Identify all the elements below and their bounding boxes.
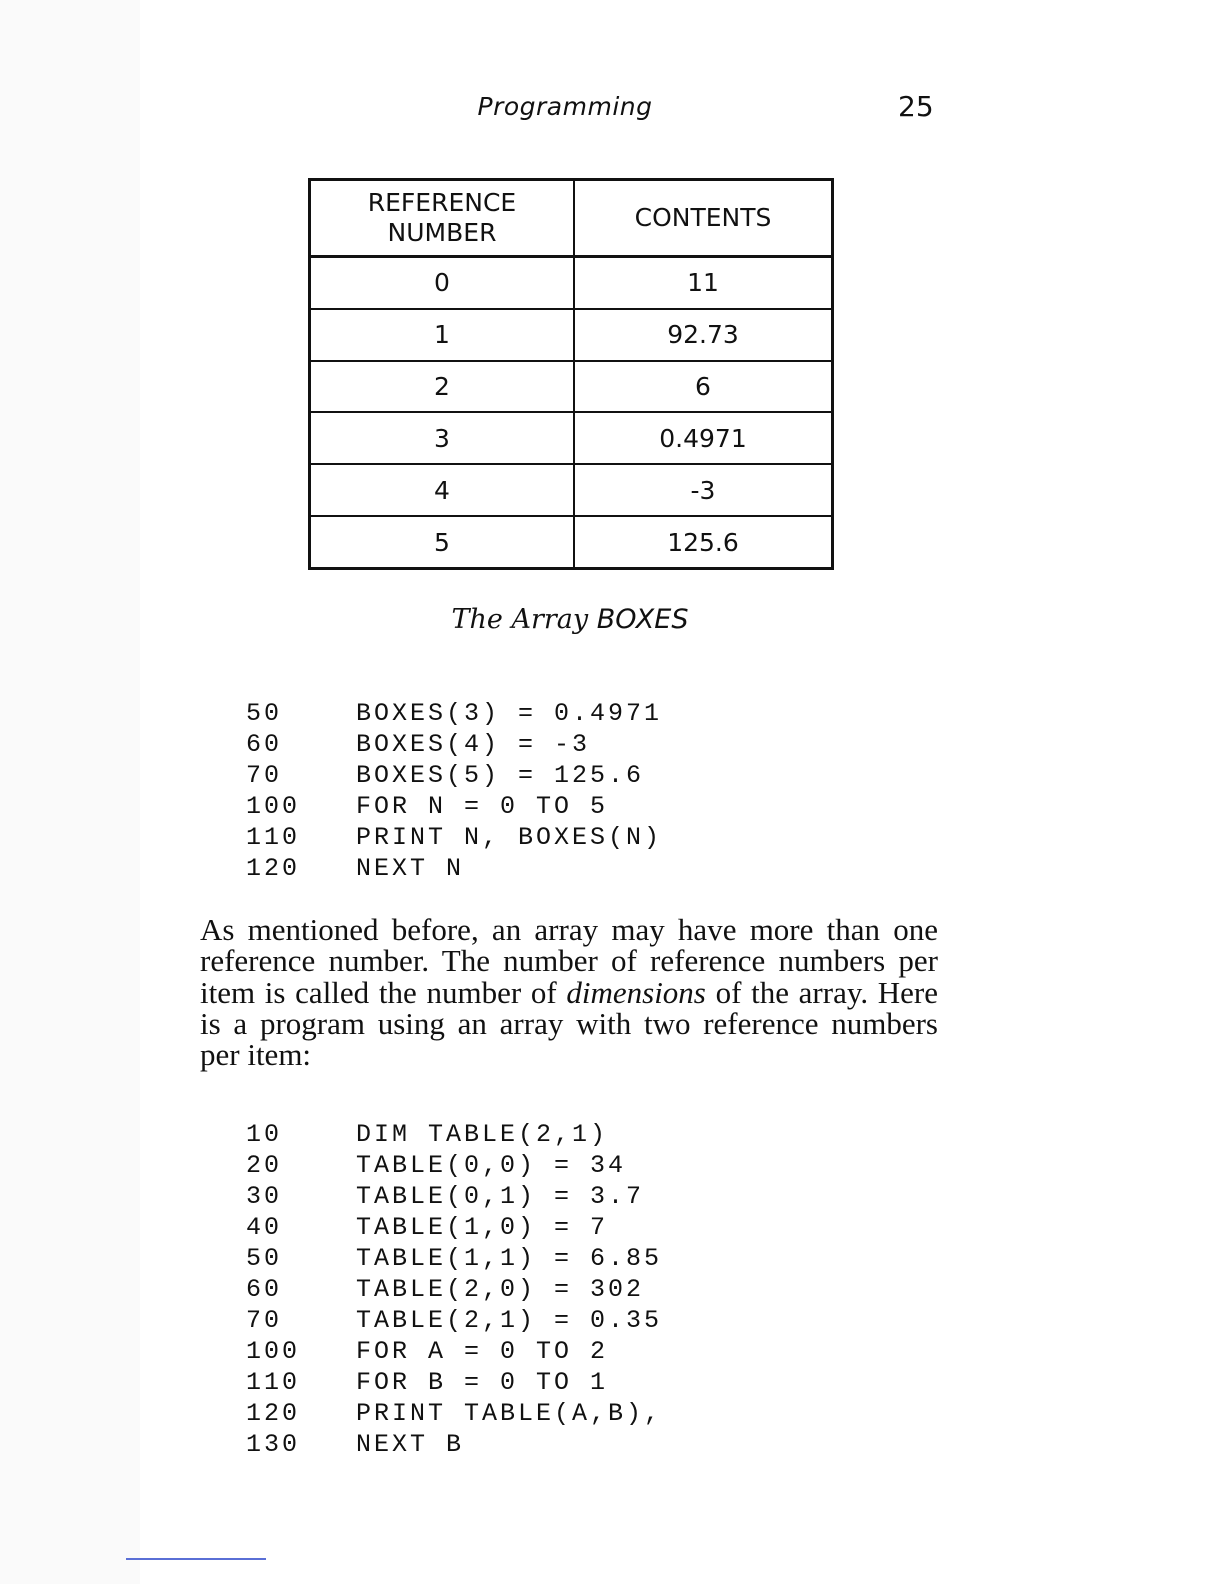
table-row <box>310 309 833 361</box>
line-number: 120 <box>246 1399 301 1428</box>
code-statement: NEXT N <box>356 854 465 883</box>
code-statement: TABLE(2,0) = 302 <box>356 1275 645 1304</box>
table-row <box>310 464 833 516</box>
code-statement: FOR N = 0 TO 5 <box>356 792 609 821</box>
footer-rule <box>126 1558 266 1560</box>
code-line <box>246 1274 662 1305</box>
code-statement: TABLE(0,0) = 34 <box>356 1151 627 1180</box>
code-line <box>246 760 662 791</box>
paragraph-text: As mentioned before, an array may have more than one reference number. The number of reference numbers per item is called the number of <box>200 912 938 1010</box>
line-number: 70 <box>246 1306 283 1335</box>
line-number: 20 <box>246 1151 283 1180</box>
code-statement: BOXES(3) = 0.4971 <box>356 699 663 728</box>
line-number: 110 <box>246 1368 301 1397</box>
line-number: 100 <box>246 1337 301 1366</box>
code-line <box>246 853 662 884</box>
code-line <box>246 1398 662 1429</box>
contents-cell: 0.4971 <box>574 412 833 464</box>
reference-cell: 0 <box>310 257 575 309</box>
code-statement: PRINT N, BOXES(N) <box>356 823 663 852</box>
code-line <box>246 1150 662 1181</box>
paragraph-text-end: of the array. Here is a program using an array with two reference numbers per item: <box>200 974 939 1073</box>
caption-array-name: BOXES <box>596 604 689 635</box>
code-listing-table <box>246 1119 662 1460</box>
array-table <box>308 178 834 570</box>
table-caption <box>0 604 1140 635</box>
contents-cell: 125.6 <box>574 516 833 568</box>
line-number: 130 <box>246 1430 301 1459</box>
contents-cell: 92.73 <box>574 309 833 361</box>
reference-cell: 5 <box>310 516 575 568</box>
line-number: 60 <box>246 730 283 759</box>
running-head: Programming <box>477 92 653 121</box>
code-statement: TABLE(2,1) = 0.35 <box>356 1306 663 1335</box>
line-number: 60 <box>246 1275 283 1304</box>
contents-cell: -3 <box>574 464 833 516</box>
line-number: 110 <box>246 823 301 852</box>
line-number: 120 <box>246 854 301 883</box>
line-number: 40 <box>246 1213 283 1242</box>
code-line <box>246 1429 662 1460</box>
code-line <box>246 1119 662 1150</box>
code-line <box>246 1367 662 1398</box>
reference-cell: 3 <box>310 412 575 464</box>
dimensions-term: dimensions <box>566 974 706 1010</box>
page-margin <box>0 0 140 1584</box>
line-number: 50 <box>246 1244 283 1273</box>
code-line <box>246 1181 662 1212</box>
table-row <box>310 361 833 413</box>
code-statement: DIM TABLE(2,1) <box>356 1120 609 1149</box>
line-number: 50 <box>246 699 283 728</box>
line-number: 10 <box>246 1120 283 1149</box>
code-statement: BOXES(4) = -3 <box>356 730 591 759</box>
code-line <box>246 1243 662 1274</box>
line-number: 70 <box>246 761 283 790</box>
body-paragraph <box>200 912 939 1073</box>
code-line <box>246 698 662 729</box>
caption-text: The Array <box>451 604 597 635</box>
line-number: 100 <box>246 792 301 821</box>
table-header-row <box>310 180 833 257</box>
code-statement: TABLE(1,1) = 6.85 <box>356 1244 663 1273</box>
code-statement: BOXES(5) = 125.6 <box>356 761 645 790</box>
table-row <box>310 412 833 464</box>
reference-cell: 1 <box>310 309 575 361</box>
code-line <box>246 1305 662 1336</box>
code-line <box>246 1212 662 1243</box>
table-row <box>310 516 833 568</box>
line-number: 30 <box>246 1182 283 1211</box>
code-statement: PRINT TABLE(A,B), <box>356 1399 663 1428</box>
table-row <box>310 257 833 309</box>
column-header-contents: CONTENTS <box>574 180 833 257</box>
reference-cell: 4 <box>310 464 575 516</box>
code-statement: TABLE(1,0) = 7 <box>356 1213 609 1242</box>
code-line <box>246 1336 662 1367</box>
code-statement: FOR A = 0 TO 2 <box>356 1337 609 1366</box>
code-line <box>246 822 662 853</box>
code-statement: NEXT B <box>356 1430 465 1459</box>
contents-cell: 6 <box>574 361 833 413</box>
code-line <box>246 791 662 822</box>
page-number: 25 <box>898 90 934 123</box>
code-statement: FOR B = 0 TO 1 <box>356 1368 609 1397</box>
reference-cell: 2 <box>310 361 575 413</box>
code-listing-boxes <box>246 698 662 884</box>
column-header-reference: REFERENCE NUMBER <box>310 180 575 257</box>
code-statement: TABLE(0,1) = 3.7 <box>356 1182 645 1211</box>
contents-cell: 11 <box>574 257 833 309</box>
code-line <box>246 729 662 760</box>
